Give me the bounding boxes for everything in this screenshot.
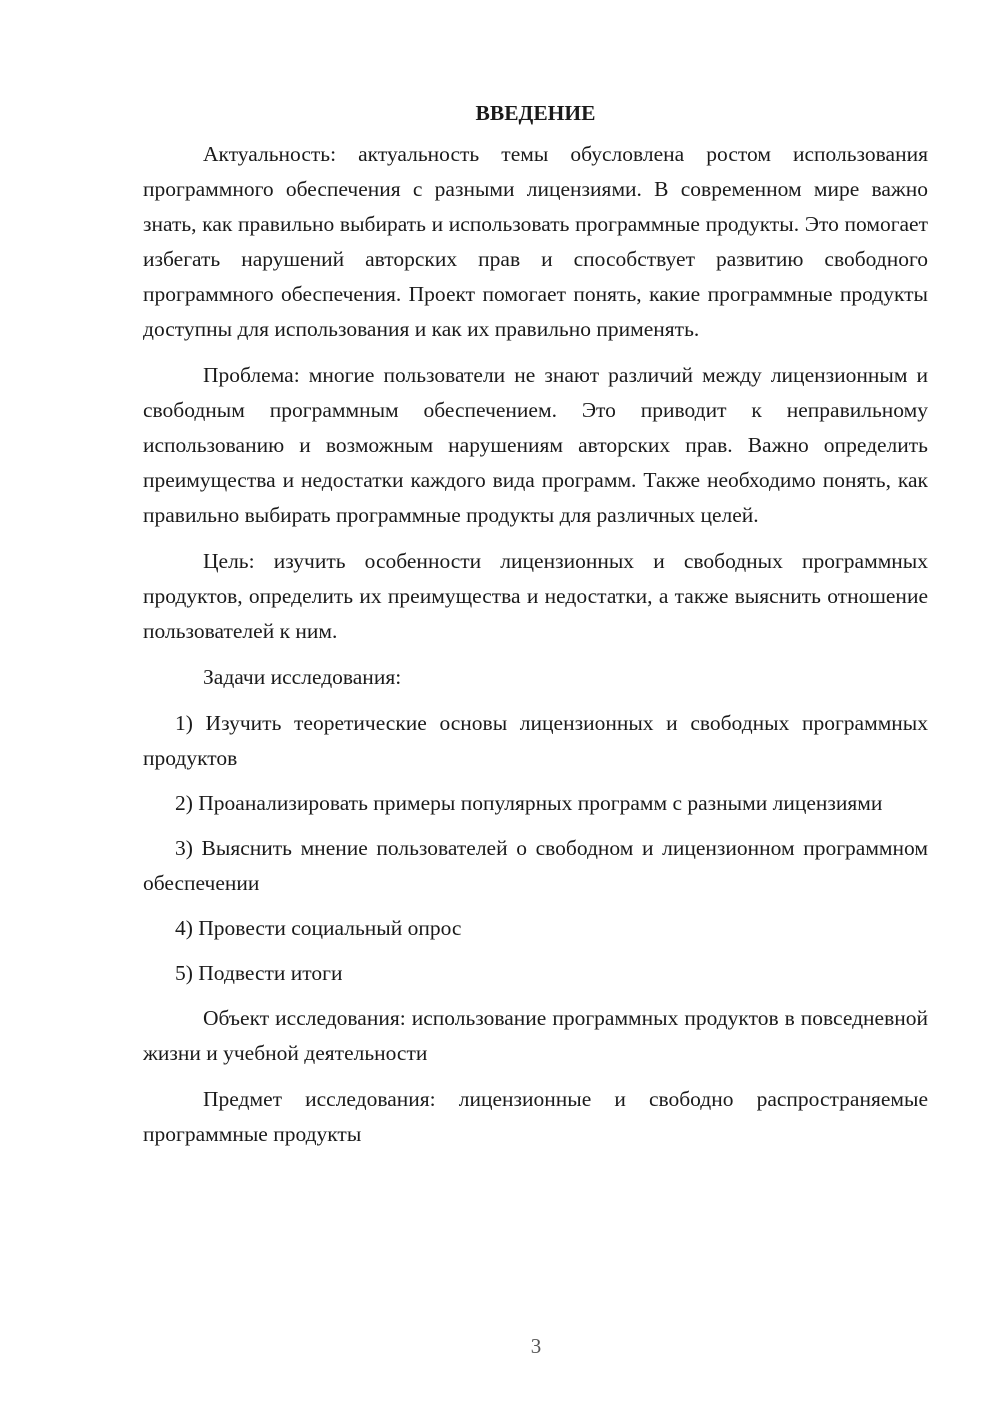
paragraph-goal: Цель: изучить особенности лицензионных и свободных программных продуктов, определить их преимущества и недостатки, а также выяснить отношение пользователей к ним. [143,549,928,643]
list-item: 5) Подвести итоги [175,961,343,985]
tasks-list [143,706,928,991]
list-item: 4) Провести социальный опрос [175,916,462,940]
page-number: 3 [530,1334,542,1358]
paragraph-object: Объект исследования: использование программных продуктов в повседневной жизни и учебной деятельности [143,1006,928,1065]
paragraph-subject: Предмет исследования: лицензионные и свободно распространяемые программные продукты [143,1087,928,1146]
list-item: 2) Проанализировать примеры популярных программ с разными лицензиями [175,791,883,815]
page-title: ВВЕДЕНИЕ [475,101,596,125]
tasks-heading: Задачи исследования: [203,665,402,689]
document-page [143,96,928,1163]
paragraph-problem: Проблема: многие пользователи не знают различий между лицензионным и свободным программным обеспечением. Это приводит к неправильному использованию и возможным нарушениям авторских прав. Важно определить преимущества и недостатки каждого вида программ. Также необходимо понять, как правильно выбирать программные продукты для различных целей. [143,363,928,527]
paragraph-relevance: Актуальность: актуальность темы обусловлена ростом использования программного обеспечения с разными лицензиями. В современном мире важно знать, как правильно выбирать и использовать программные продукты. Это помогает избегать нарушений авторских прав и способствует развитию свободного программного обеспечения. Проект помогает понять, какие программные продукты доступны для использования и как их правильно применять. [143,142,928,341]
list-item: 1) Изучить теоретические основы лицензионных и свободных программных продуктов [143,711,928,770]
list-item: 3) Выяснить мнение пользователей о свободном и лицензионном программном обеспечении [143,836,928,895]
